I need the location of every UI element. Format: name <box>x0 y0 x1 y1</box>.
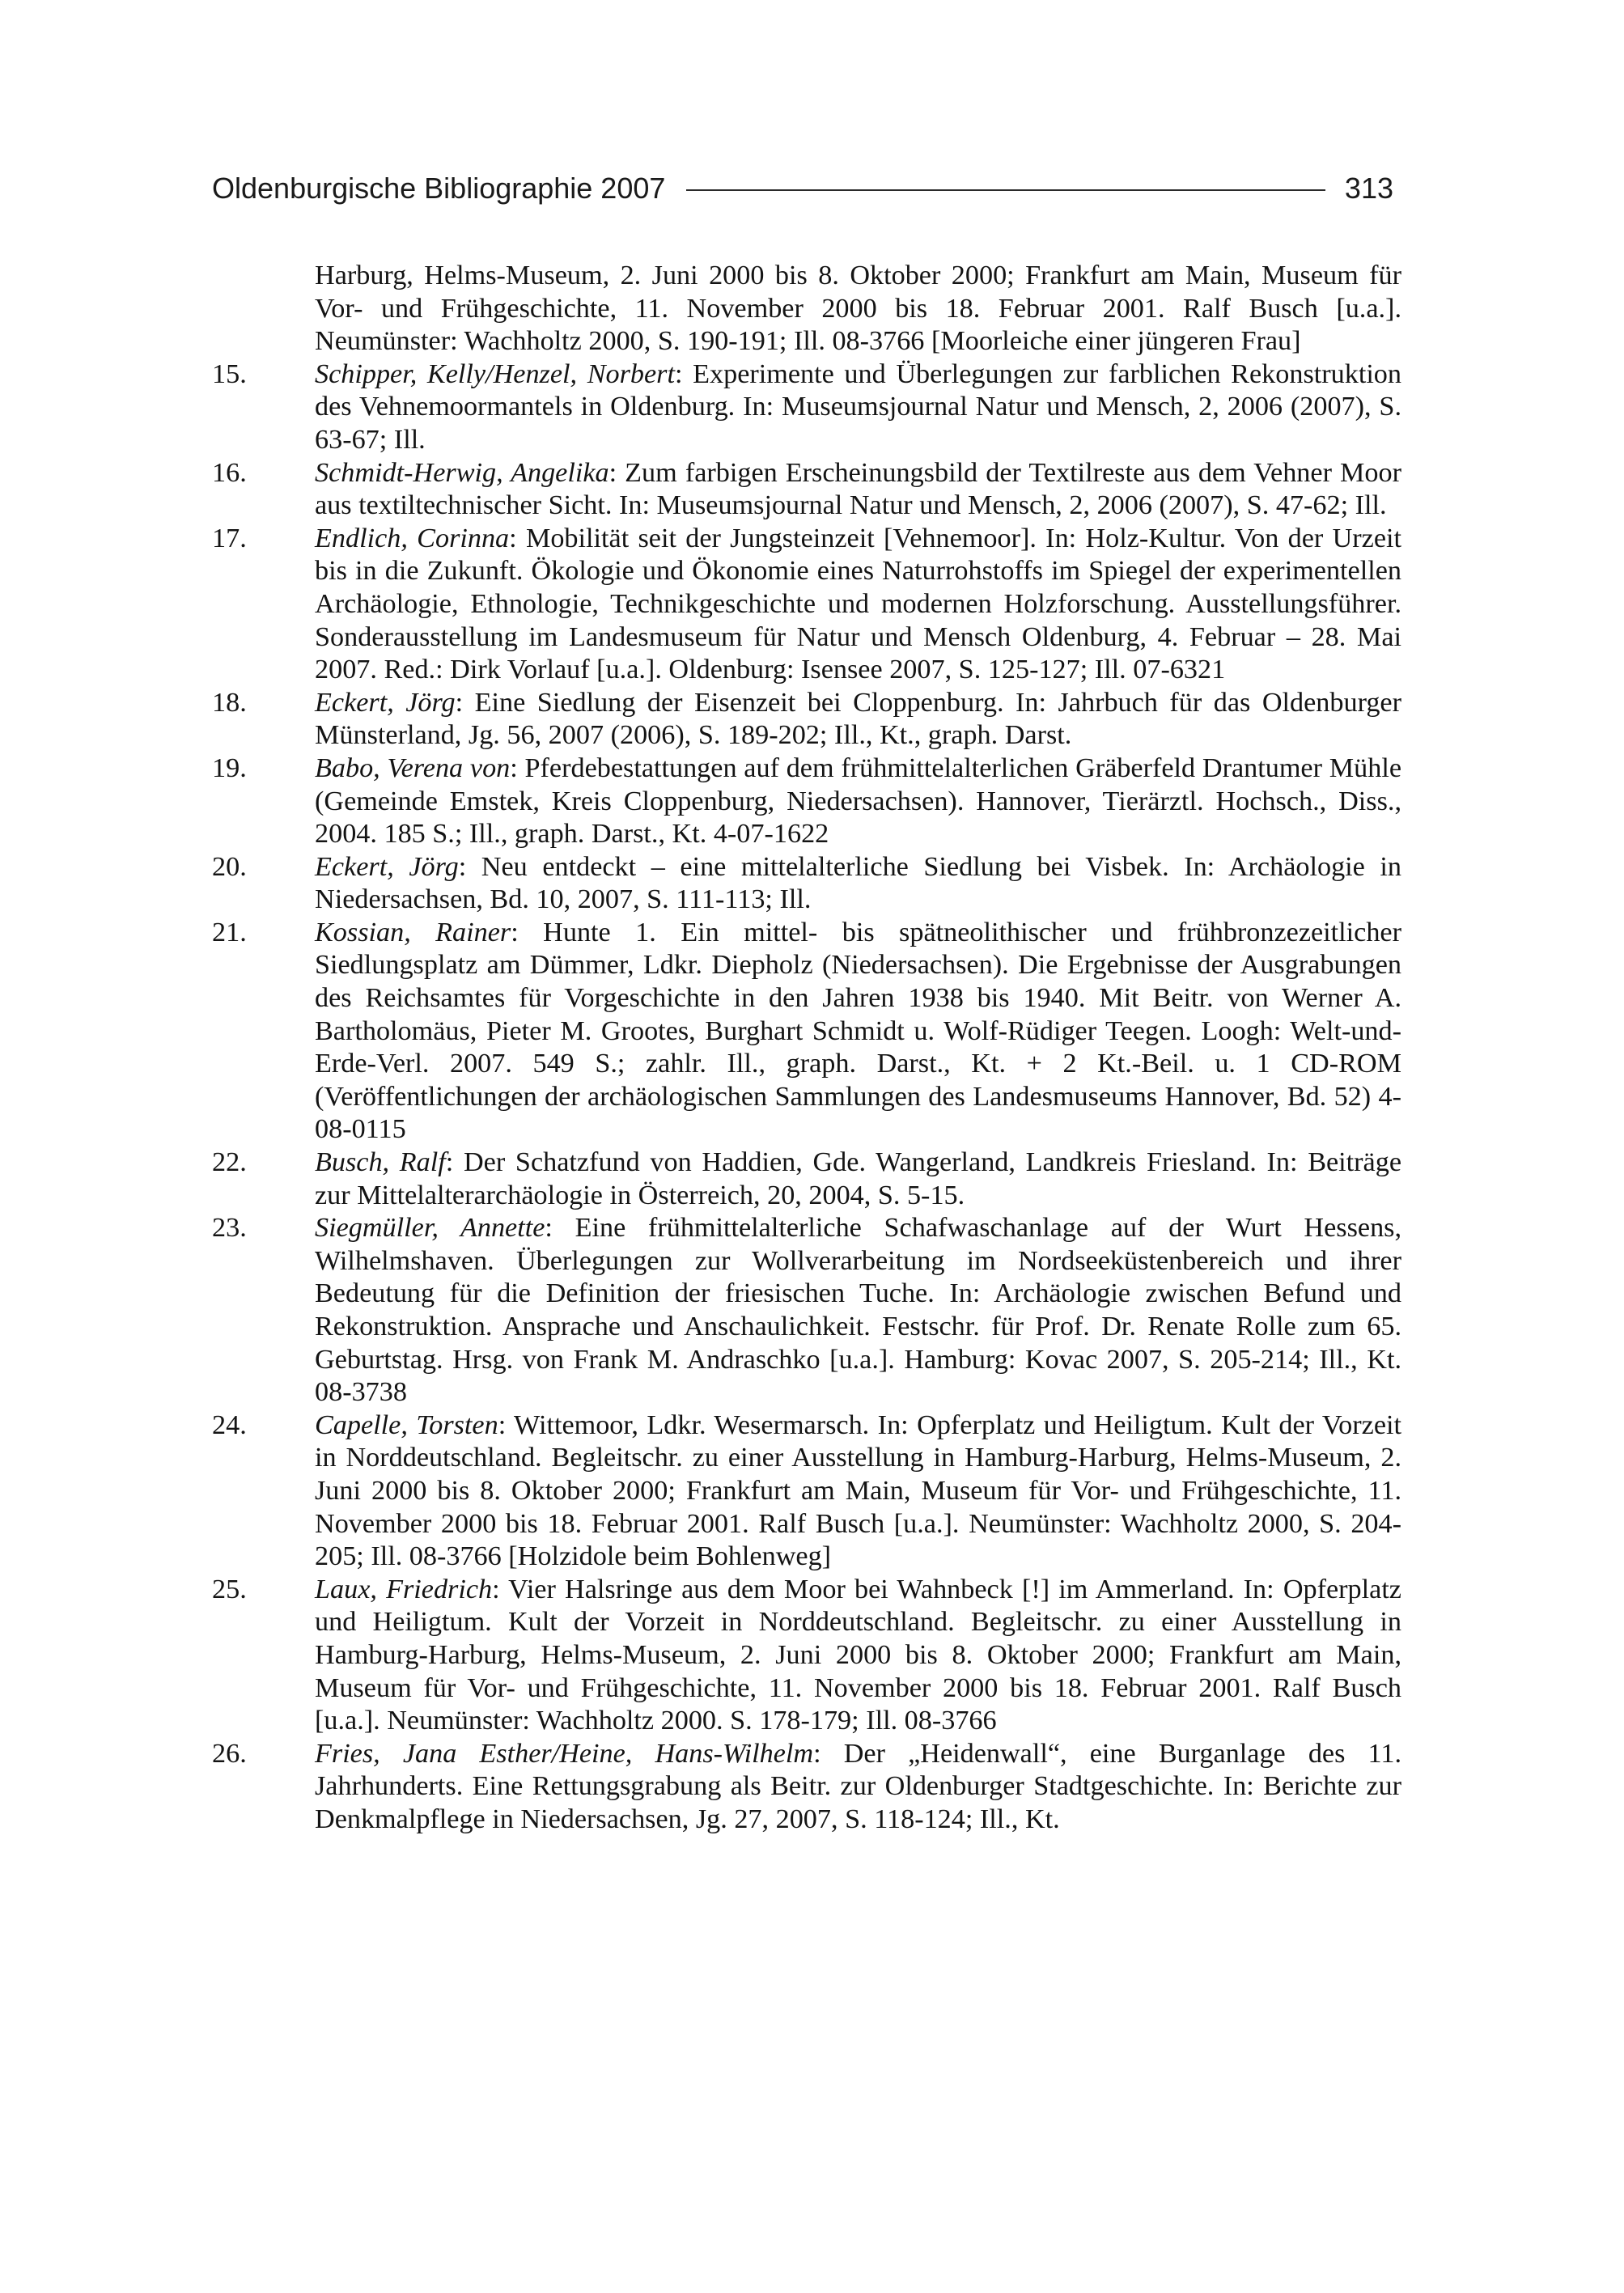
entry-text: : Experimente und Überlegungen zur farblichen Rekonstruktion des Vehnemoormantels in Oldenburg. In: Museumsjournal Natur und Mensch, 2, 2006 (2007), S. 63-67; Ill. <box>315 358 1401 455</box>
entry-number: 19. <box>212 752 247 783</box>
entry-number: 25. <box>212 1574 247 1604</box>
header-rule <box>686 189 1325 191</box>
page-header <box>212 164 1393 213</box>
bibliography-entry <box>212 1146 1401 1212</box>
entry-author: Kossian, Rainer <box>315 917 511 947</box>
bibliography-entry <box>212 687 1401 752</box>
entry-number: 26. <box>212 1738 247 1769</box>
entry-text: : Der Schatzfund von Haddien, Gde. Wangerland, Landkreis Friesland. In: Beiträge zur Mittelalterarchäologie in Österreich, 20, 2004, S. 5-15. <box>315 1147 1401 1210</box>
entry-text: : Vier Halsringe aus dem Moor bei Wahnbeck [!] im Ammerland. In: Opferplatz und Heiligtum. Kult der Vorzeit in Norddeutschland. Begleitschr. zu einer Ausstellung in Hamburg-Harburg, Helms-Museum, 2. Juni 2000 bis 8. Oktober 2000; Frankfurt am Main, Museum für Vor- und Frühgeschichte, 11. November 2000 bis 18. Februar 2001. Ralf Busch [u.a.]. Neumünster: Wachholtz 2000. S. 178-179; Ill. 08-3766 <box>315 1574 1401 1736</box>
bibliography-entry <box>212 752 1401 851</box>
entry-text: : Pferdebestattungen auf dem frühmittelalterlichen Gräberfeld Drantumer Mühle (Gemeinde Emstek, Kreis Cloppenburg, Niedersachsen). Hannover, Tierärztl. Hochsch., Diss., 2004. 185 S.; Ill., graph. Darst., Kt. 4-07-1622 <box>315 752 1401 850</box>
entry-text: : Zum farbigen Erscheinungsbild der Textilreste aus dem Vehner Moor aus textiltechnischer Sicht. In: Museumsjournal Natur und Mensch, 2, 2006 (2007), S. 47-62; Ill. <box>315 457 1402 521</box>
bibliography-entry <box>212 1212 1401 1409</box>
entry-number: 15. <box>212 358 247 389</box>
bibliography-entry <box>212 260 1401 358</box>
bibliography-entry <box>212 1738 1401 1837</box>
entry-author: Siegmüller, Annette <box>315 1213 545 1244</box>
entry-number: 17. <box>212 523 247 553</box>
entry-author: Fries, Jana Esther/Heine, Hans-Wilhelm <box>315 1738 814 1769</box>
bibliography-entry <box>212 1409 1401 1574</box>
entry-author: Schmidt-Herwig, Angelika <box>315 457 609 488</box>
entry-author: Schipper, Kelly/Henzel, Norbert <box>315 358 675 389</box>
running-title: Oldenburgische Bibliographie 2007 <box>212 172 666 205</box>
entry-author: Eckert, Jörg <box>315 687 456 718</box>
page-number: 313 <box>1344 172 1393 205</box>
entry-author: Babo, Verena von <box>315 752 511 783</box>
entry-author: Busch, Ralf <box>315 1147 446 1178</box>
entry-number: 20. <box>212 851 247 882</box>
entry-number: 16. <box>212 457 247 488</box>
bibliography-entry <box>212 457 1401 523</box>
entry-text: : Wittemoor, Ldkr. Wesermarsch. In: Opferplatz und Heiligtum. Kult der Vorzeit in Norddeutschland. Begleitschr. zu einer Ausstellung in Hamburg-Harburg, Helms-Museum, 2. Juni 2000 bis 8. Oktober 2000; Frankfurt am Main, Museum für Vor- und Frühgeschichte, 11. November 2000 bis 18. Februar 2001. Ralf Busch [u.a.]. Neumünster: Wachholtz 2000, S. 204-205; Ill. 08-3766 [Holzidole beim Bohlenweg] <box>315 1409 1401 1572</box>
entry-text: Harburg, Helms-Museum, 2. Juni 2000 bis 8. Oktober 2000; Frankfurt am Main, Museum für Vor- und Frühgeschichte, 11. November 2000 bis 18. Februar 2001. Ralf Busch [u.a.]. Neumünster: Wachholtz 2000, S. 190-191; Ill. 08-3766 [Moorleiche einer jüngeren Frau] <box>315 261 1401 357</box>
bibliography-entry <box>212 917 1401 1146</box>
entry-number: 21. <box>212 917 247 947</box>
entry-number: 23. <box>212 1213 247 1244</box>
entry-author: Endlich, Corinna <box>315 523 510 553</box>
entry-text: : Hunte 1. Ein mittel- bis spätneolithischer und frühbronzezeitlicher Siedlungsplatz am Dümmer, Ldkr. Diepholz (Niedersachsen). Die Ergebnisse der Ausgrabungen des Reichsamtes für Vorgeschichte in den Jahren 1938 bis 1940. Mit Beitr. von Werner A. Bartholomäus, Pieter M. Grootes, Burghart Schmidt u. Wolf-Rüdiger Teegen. Loogh: Welt-und-Erde-Verl. 2007. 549 S.; zahlr. Ill., graph. Darst., Kt. + 2 Kt.-Beil. u. 1 CD-ROM (Veröffentlichungen der archäologischen Sammlungen des Landesmuseums Hannover, Bd. 52) 4-08-0115 <box>315 917 1401 1145</box>
bibliography-entry <box>212 358 1401 457</box>
entry-text: : Der „Heidenwall“, eine Burganlage des 11. Jahrhunderts. Eine Rettungsgrabung als Beitr. zur Oldenburger Stadtgeschichte. In: Berichte zur Denkmalpflege in Niedersachsen, Jg. 27, 2007, S. 118-124; Ill., Kt. <box>315 1738 1402 1834</box>
entry-number: 24. <box>212 1409 247 1440</box>
entry-text: : Eine Siedlung der Eisenzeit bei Cloppenburg. In: Jahrbuch für das Oldenburger Münsterland, Jg. 56, 2007 (2006), S. 189-202; Ill., Kt., graph. Darst. <box>315 687 1401 751</box>
entry-text: : Eine frühmittelalterliche Schafwaschanlage auf der Wurt Hessens, Wilhelmshaven. Überlegungen zur Wollverarbeitung im Nordseeküstenbereich und ihrer Bedeutung für die Definition der friesischen Tuche. In: Archäologie zwischen Befund und Rekonstruktion. Ansprache und Anschaulichkeit. Festschr. für Prof. Dr. Renate Rolle zum 65. Geburtstag. Hrsg. von Frank M. Andraschko [u.a.]. Hamburg: Kovac 2007, S. 205-214; Ill., Kt. 08-3738 <box>315 1213 1402 1408</box>
entry-text: : Mobilität seit der Jungsteinzeit [Vehnemoor]. In: Holz-Kultur. Von der Urzeit bis in die Zukunft. Ökologie und Ökonomie eines Naturrohstoffs im Spiegel der experimentellen Archäologie, Ethnologie, Technikgeschichte und modernen Holzforschung. Ausstellungsführer. Sonderausstellung im Landesmuseum für Natur und Mensch Oldenburg, 4. Februar – 28. Mai 2007. Red.: Dirk Vorlauf [u.a.]. Oldenburg: Isensee 2007, S. 125-127; Ill. 07-6321 <box>315 523 1401 685</box>
bibliography-entry <box>212 523 1401 687</box>
bibliography-entry <box>212 1574 1401 1738</box>
entry-number: 18. <box>212 687 247 718</box>
entry-author: Capelle, Torsten <box>315 1409 498 1440</box>
bibliography-entry <box>212 851 1401 917</box>
entry-number: 22. <box>212 1147 247 1178</box>
entry-author: Laux, Friedrich <box>315 1574 493 1604</box>
entry-author: Eckert, Jörg <box>315 851 459 882</box>
bibliography-entries <box>212 260 1401 1837</box>
entry-text: : Neu entdeckt – eine mittelalterliche Siedlung bei Visbek. In: Archäologie in Niedersachsen, Bd. 10, 2007, S. 111-113; Ill. <box>315 851 1402 915</box>
